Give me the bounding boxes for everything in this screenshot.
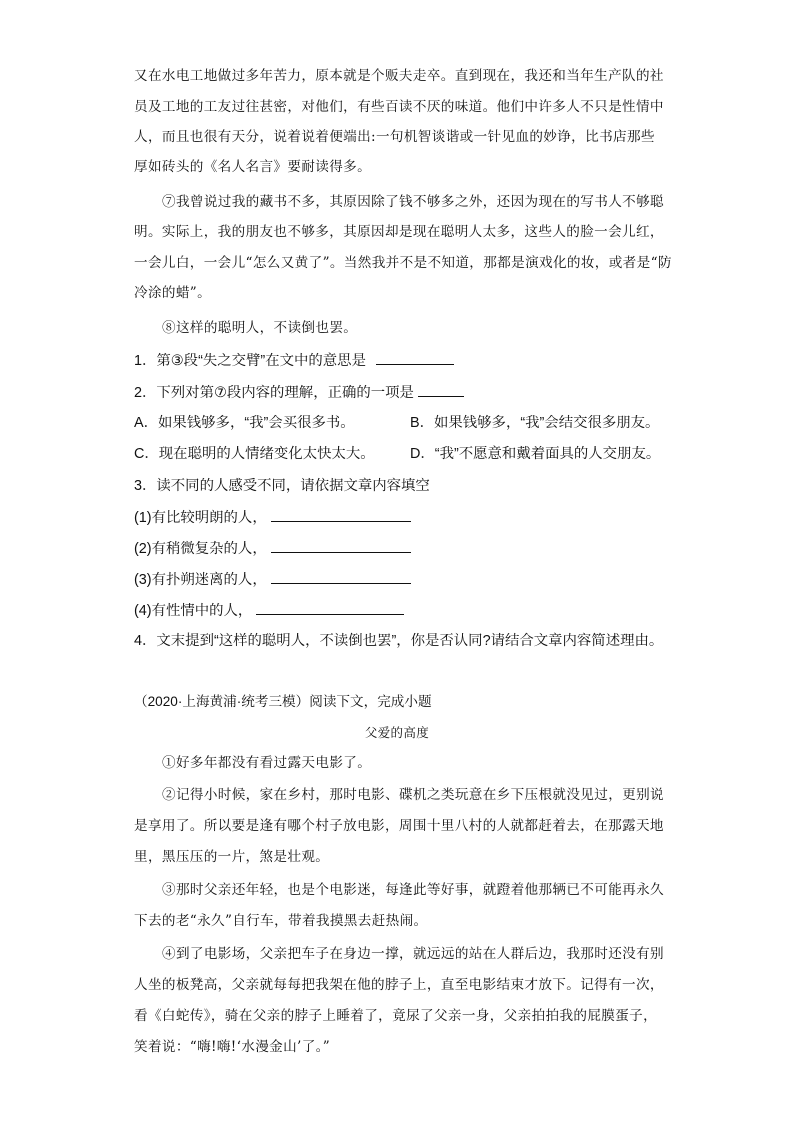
option-a[interactable]: A．如果钱够多，“我”会买很多书。 — [134, 415, 355, 431]
question-3: 3．读不同的人感受不同，请依据文章内容填空 — [134, 478, 430, 494]
q3-item-label: (2)有稍微复杂的人， — [134, 541, 267, 557]
q3-item-label: (3)有扑朔迷离的人， — [134, 572, 267, 588]
paragraph-8: ⑧这样的聪明人，不读倒也罢。 — [162, 320, 358, 336]
passage-title: 父爱的高度 — [364, 725, 430, 740]
answer-blank[interactable] — [256, 600, 404, 615]
q2-option-row — [134, 444, 375, 464]
question-2 — [134, 382, 464, 403]
passage-line: 员及工地的工友过往甚密，对他们，有些百读不厌的味道。他们中许多人不只是性情中 — [134, 99, 664, 115]
q2-option-row — [410, 413, 659, 433]
paragraph-7-line: 冷涂的蜡”。 — [134, 285, 212, 301]
passage-line: 人，而且也很有天分，说着说着便端出:一句机智谈谐或一针见血的妙诤，比书店那些 — [134, 129, 655, 145]
answer-blank[interactable] — [271, 507, 411, 522]
q2-option-row — [410, 444, 660, 464]
q3-item — [134, 507, 411, 528]
q3-item — [134, 538, 411, 559]
source-line: （2020·上海黄浦·统考三模）阅读下文，完成小题 — [134, 694, 432, 709]
paragraph-3-line: ③那时父亲还年轻，也是个电影迷，每逢此等好事，就蹬着他那辆已不可能再永久 — [162, 882, 664, 898]
question-1-text: 1．第③段“失之交臂”在文中的意思是 — [134, 353, 366, 369]
passage-line: 厚如砖头的《名人名言》要耐读得多。 — [134, 159, 372, 175]
answer-blank[interactable] — [418, 382, 464, 397]
option-b[interactable]: B．如果钱够多，“我”会结交很多朋友。 — [410, 415, 660, 431]
option-c[interactable]: C．现在聪明的人情绪变化太快太大。 — [134, 446, 375, 462]
paragraph-7-line: ⑦我曾说过我的藏书不多，其原因除了钱不够多之外，还因为现在的写书人不够聪 — [162, 194, 664, 210]
question-2-text: 2．下列对第⑦段内容的理解，正确的一项是 — [134, 385, 414, 401]
paragraph-2-line: 是享用了。所以要是逢有哪个村子放电影，周围十里八村的人就都赶着去，在那露天地 — [134, 818, 664, 834]
answer-blank[interactable] — [376, 350, 454, 365]
paragraph-7-line: 明。实际上，我的朋友也不够多，其原因却是现在聪明人太多，这些人的脸一会儿红， — [134, 224, 664, 240]
paragraph-4-line: 笑着说：“嗨!嗨!‘水漫金山’了。” — [134, 1039, 331, 1055]
question-4: 4．文末提到“这样的聪明人，不读倒也罢”，你是否认同?请结合文章内容简述理由。 — [134, 633, 664, 649]
q2-option-row — [134, 413, 355, 433]
q3-item — [134, 569, 411, 590]
paragraph-4-line: ④到了电影场，父亲把车子在身边一撑，就远远的站在人群后边，我那时还没有别 — [162, 946, 664, 962]
answer-blank[interactable] — [271, 569, 411, 584]
paragraph-4-line: 人坐的板凳高，父亲就每每把我架在他的脖子上，直至电影结束才放下。记得有一次， — [134, 977, 664, 993]
answer-blank[interactable] — [271, 538, 411, 553]
paragraph-4-line: 看《白蛇传》，骑在父亲的脖子上睡着了，竟尿了父亲一身，父亲拍拍我的屁膜蛋子， — [134, 1008, 658, 1024]
paragraph-2-line: 里，黑压压的一片，煞是壮观。 — [134, 849, 330, 865]
paragraph-1: ①好多年都没有看过露天电影了。 — [162, 755, 372, 771]
q3-item — [134, 600, 404, 621]
paragraph-2-line: ②记得小时候，家在乡村，那时电影、碟机之类玩意在乡下压根就没见过，更别说 — [162, 787, 664, 803]
paragraph-3-line: 下去的老“永久”自行车，带着我摸黑去赶热闹。 — [134, 913, 428, 929]
q3-item-label: (1)有比较明朗的人， — [134, 510, 267, 526]
option-d[interactable]: D．“我”不愿意和戴着面具的人交朋友。 — [410, 446, 661, 462]
passage-line: 又在水电工地做过多年苦力，原本就是个贩夫走卒。直到现在，我还和当年生产队的社 — [134, 68, 664, 84]
question-1 — [134, 350, 454, 371]
paragraph-7-line: 一会儿白，一会儿“怎么又黄了”。当然我并不是不知道，那都是演戏化的妆，或者是“防 — [134, 255, 672, 271]
q3-item-label: (4)有性情中的人， — [134, 603, 253, 619]
